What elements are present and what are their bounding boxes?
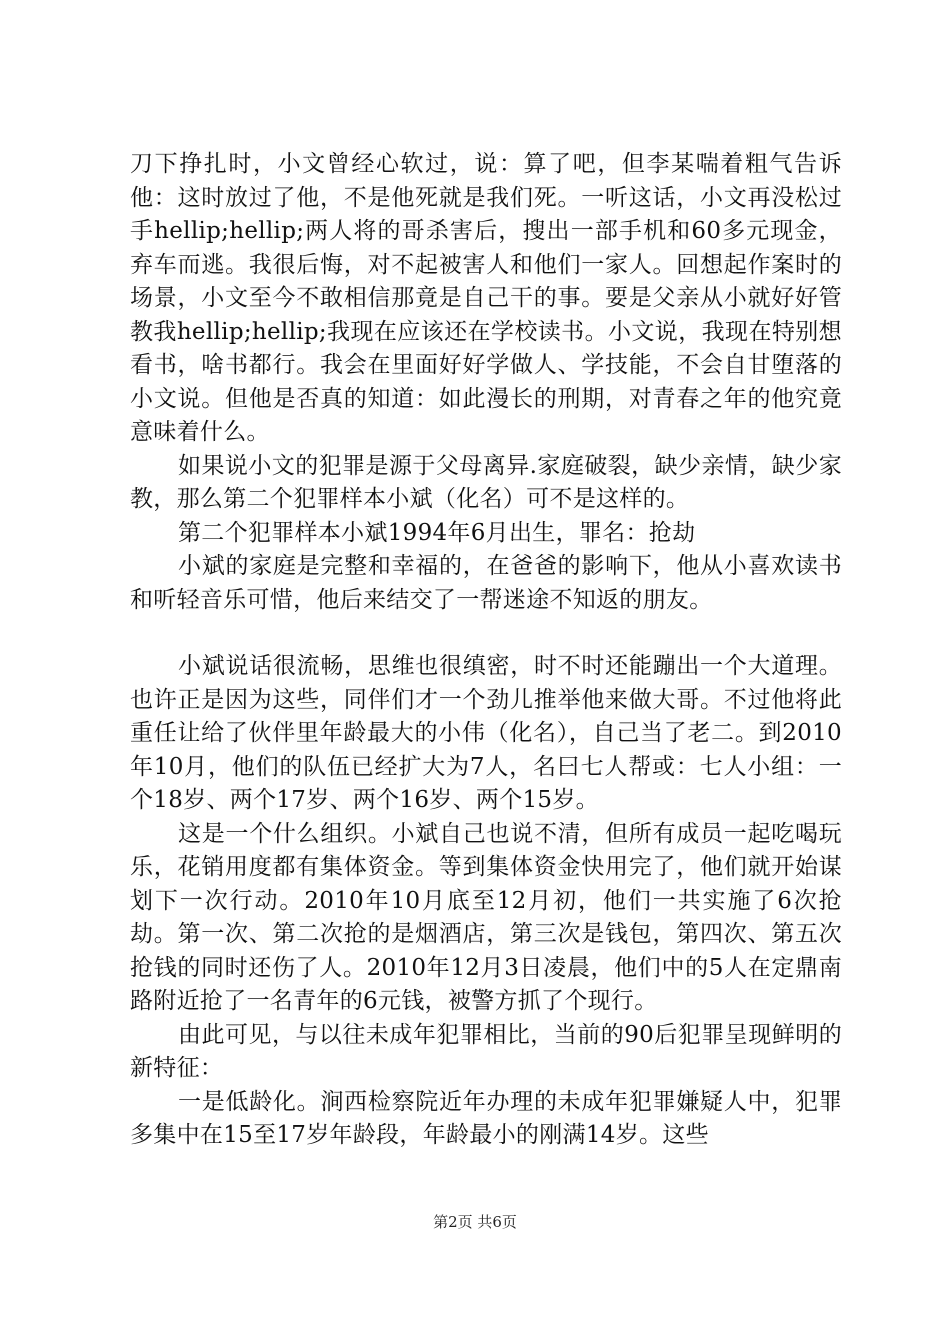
paragraph-spacer	[130, 617, 842, 650]
paragraph-new-features: 由此可见，与以往未成年犯罪相比，当前的90后犯罪呈现鲜明的新特征：	[130, 1021, 842, 1081]
paragraph-xiaobin-family: 小斌的家庭是完整和幸福的，在爸爸的影响下，他从小喜欢读书和听轻音乐可惜，他后来结交了一帮迷途不知返的朋友。	[130, 553, 842, 613]
paragraph-low-age: 一是低龄化。涧西检察院近年办理的未成年犯罪嫌疑人中，犯罪多集中在15至17岁年龄段，年龄最小的刚满14岁。这些	[130, 1088, 842, 1148]
paragraph-xiaowen-summary: 如果说小文的犯罪是源于父母离异.家庭破裂，缺少亲情，缺少家教，那么第二个犯罪样本小斌（化名）可不是这样的。	[130, 452, 842, 512]
paragraph-gang-activities: 这是一个什么组织。小斌自己也说不清，但所有成员一起吃喝玩乐，花销用度都有集体资金。等到集体资金快用完了，他们就开始谋划下一次行动。2010年10月底至12月初，他们一共实施了6次抢劫。第一次、第二次抢的是烟酒店，第三次是钱包，第四次、第五次抢钱的同时还伤了人。2010年12月3日凌晨，他们中的5人在定鼎南路附近抢了一名青年的6元钱，被警方抓了个现行。	[130, 820, 842, 1014]
document-body	[130, 148, 842, 1153]
page-number-footer: 第2页 共6页	[433, 1213, 517, 1231]
paragraph-second-sample-heading: 第二个犯罪样本小斌1994年6月出生，罪名：抢劫	[178, 519, 696, 546]
paragraph-xiaobin-gang: 小斌说话很流畅，思维也很缜密，时不时还能蹦出一个大道理。也许正是因为这些，同伴们才一个劲儿推举他来做大哥。不过他将此重任让给了伙伴里年龄最大的小伟（化名），自己当了老二。到2010年10月，他们的队伍已经扩大为7人，名曰七人帮或：七人小组：一个18岁、两个17岁、两个16岁、两个15岁。	[130, 653, 842, 813]
paragraph-continuation: 刀下挣扎时，小文曾经心软过，说：算了吧，但李某喘着粗气告诉他：这时放过了他，不是他死就是我们死。一听这话，小文再没松过手hellip;hellip;两人将的哥杀害后，搜出一部手机和60多元现金，弃车而逃。我很后悔，对不起被害人和他们一家人。回想起作案时的场景，小文至今不敢相信那竟是自己干的事。要是父亲从小就好好管教我hellip;hellip;我现在应该还在学校读书。小文说，我现在特别想看书，啥书都行。我会在里面好好学做人、学技能，不会自甘堕落的小文说。但他是否真的知道：如此漫长的刑期，对青春之年的他究竟意味着什么。	[130, 151, 842, 445]
